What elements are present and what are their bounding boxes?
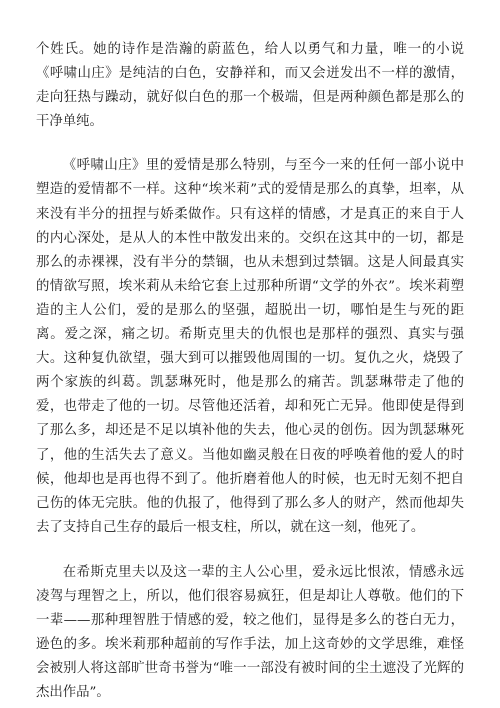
paragraph-3: 在希斯克里夫以及这一辈的主人公心里，爱永远比恨浓，情感永远凌驾与理智之上，所以，他们很容易疯狂，但是却让人尊敬。他们的下一辈——那种理智胜于情感的爱，较之他们，显得是多么的苍白无力，逊色的多。埃米莉那种超前的写作手法，加上这奇妙的文学思维，难怪会被别人将这部旷世奇书誉为“唯一一部没有被时间的尘土遮没了光辉的杰出作品”。 — [36, 564, 464, 701]
paragraph-1: 个姓氏。她的诗作是浩瀚的蔚蓝色，给人以勇气和力量，唯一的小说《呼啸山庄》是纯洁的白色，安静祥和，而又会迸发出不一样的激情，走向狂热与躁动，就好似白色的那一个极端，但是两种颜色都是那么的干净单纯。 — [36, 42, 464, 130]
paragraph-2: 《呼啸山庄》里的爱情是那么特别，与至今一来的任何一部小说中塑造的爱情都不一样。这种“埃米莉”式的爱情是那么的真挚，坦率，从来没有半分的扭捏与娇柔做作。只有这样的情感，才是真正的来自于人的内心深处，是从人的本性中散发出来的。交织在这其中的一切，都是那么的赤裸裸，没有半分的禁锢，也从未想到过禁锢。这是人间最真实的情欲写照，埃米莉从未给它套上过那种所谓“文学的外衣”。埃米莉塑造的主人公们，爱的是那么的坚强，超脱出一切，哪怕是生与死的距离。爱之深，痛之切。希斯克里夫的仇恨也是那样的强烈、真实与强大。这种复仇欲望，强大到可以摧毁他周围的一切。复仇之火，烧毁了两个家族的纠葛。凯瑟琳死时，他是那么的痛苦。凯瑟琳带走了他的爱，也带走了他的一切。尽管他还活着，却和死亡无异。他即使是得到了那么多，却还是不足以填补他的失去，他心灵的创伤。因为凯瑟琳死了，他的生活失去了意义。当他如幽灵般在日夜的呼唤着他的爱人的时候，他却也是再也得不到了。他折磨着他人的时候，也无时无刻不把自己伤的体无完肤。他的仇报了，他得到了那么多人的财产，然而他却失去了支持自己生存的最后一根支柱，所以，就在这一刻，他死了。 — [36, 158, 464, 535]
